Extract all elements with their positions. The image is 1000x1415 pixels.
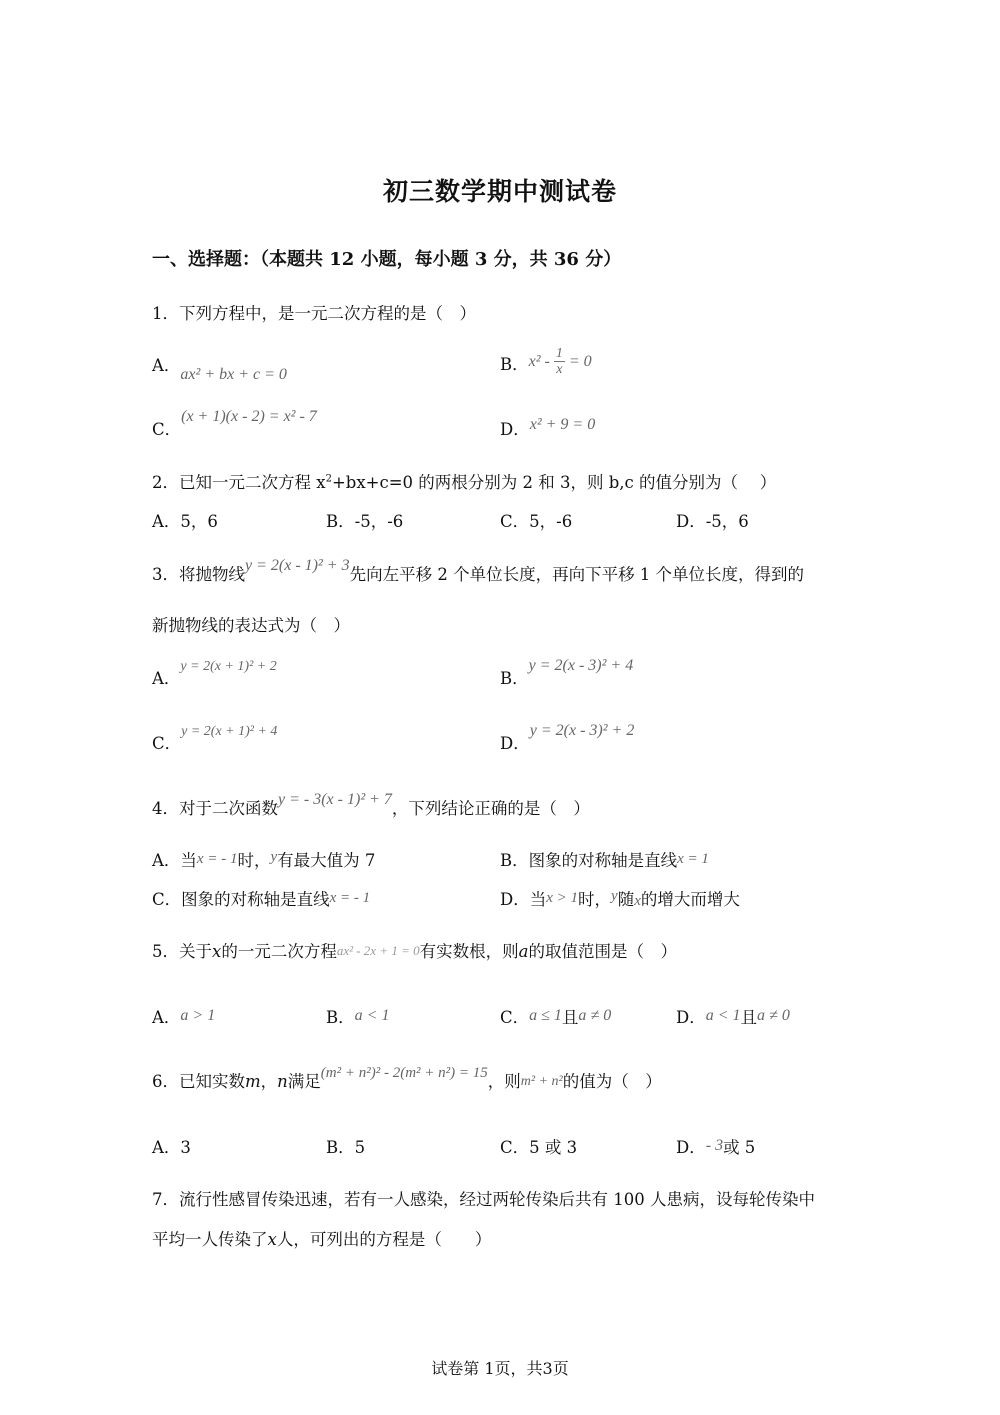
stem-text: 6．已知实数: [152, 1072, 245, 1091]
stem-math: y = - 3(x - 1)² + 7: [278, 791, 392, 808]
stem-text: 的取值范围是（ ）: [528, 942, 677, 961]
stem-text: 5．关于: [152, 942, 212, 961]
question-3-option-b: [500, 657, 634, 689]
option-math: x: [634, 893, 641, 909]
stem-text: ，则: [487, 1072, 521, 1091]
question-3-stem: [152, 557, 805, 585]
option-text: 且: [561, 1008, 579, 1027]
stem-text: 先向左平移 2 个单位长度，再向下平移 1 个单位长度，得到的: [349, 565, 805, 584]
option-math: x² -: [528, 353, 554, 370]
option-label: A．: [152, 1008, 181, 1027]
stem-text: 3．将抛物线: [152, 565, 245, 584]
option-text: C．图象的对称轴是直线: [152, 890, 330, 909]
option-math: y: [270, 849, 278, 865]
question-7-stem-line2: [152, 1226, 491, 1250]
option-math: y = 2(x - 3)² + 2: [529, 722, 635, 739]
option-text: A．当: [152, 851, 197, 870]
option-label: B．: [500, 355, 529, 374]
stem-text: 满足: [287, 1072, 321, 1091]
question-2-option-d: D．-5，6: [676, 512, 749, 531]
option-math: a > 1: [180, 1007, 216, 1024]
question-7-stem: 7．流行性感冒传染迅速，若有一人感染，经过两轮传染后共有 100 人患病，设每轮传染中: [152, 1190, 815, 1209]
question-2-stem: [152, 469, 776, 493]
stem-text: ，: [260, 1072, 278, 1091]
stem-math: ax² - 2x + 1 = 0: [336, 943, 420, 958]
stem-math: m² + n²: [520, 1074, 563, 1089]
question-4-option-a: [152, 847, 375, 871]
question-6-option-c: C．5 或 3: [500, 1138, 578, 1157]
question-2-option-a: A．5，6: [152, 512, 218, 531]
superscript: 2: [325, 473, 332, 485]
option-math: y = 2(x + 1)² + 2: [180, 659, 277, 674]
stem-variable: x: [212, 942, 222, 961]
question-6-option-b: B．5: [326, 1138, 366, 1157]
option-text: 且: [740, 1008, 758, 1027]
question-2-option-c: C．5，-6: [500, 512, 573, 531]
option-math: a < 1: [354, 1007, 390, 1024]
fraction-numerator: 1: [555, 346, 563, 361]
stem-variable: x: [267, 1230, 277, 1249]
question-3-stem-line2: 新抛物线的表达式为（ ）: [152, 616, 350, 635]
option-text: 有最大值为 7: [277, 851, 376, 870]
option-label: B．: [500, 669, 529, 688]
stem-variable: n: [277, 1072, 288, 1091]
stem-text: ，下列结论正确的是（ ）: [391, 799, 590, 818]
fraction-denominator: x: [556, 362, 563, 377]
option-label: C．: [152, 420, 182, 439]
option-label: D．: [676, 1008, 706, 1027]
option-math: a ≠ 0: [757, 1007, 790, 1024]
stem-variable: m: [245, 1072, 261, 1091]
option-label: A．: [152, 356, 181, 375]
question-5-stem: [152, 938, 677, 962]
stem-math: y = 2(x - 1)² + 3: [245, 557, 350, 574]
question-1-option-a: [152, 352, 287, 383]
option-math: ax² + bx + c = 0: [180, 366, 287, 383]
option-label: B．: [326, 1008, 355, 1027]
question-1-option-d: [500, 416, 595, 440]
stem-text: 2．已知一元二次方程 x: [152, 473, 326, 492]
question-6-option-a: A．3: [152, 1138, 191, 1157]
option-math: x² + 9 = 0: [529, 416, 596, 433]
option-math: a < 1: [705, 1007, 741, 1024]
option-label: D．: [500, 734, 530, 753]
option-math: x = - 1: [196, 851, 238, 867]
option-text: 时，: [578, 890, 612, 909]
option-text: 的增大而增大: [640, 890, 740, 909]
option-label: D．: [676, 1138, 706, 1157]
option-math: x = 1: [677, 851, 709, 867]
stem-variable: a: [518, 942, 529, 961]
option-math: x > 1: [546, 890, 579, 906]
option-text: B．图象的对称轴是直线: [500, 851, 678, 870]
question-1-stem: 1．下列方程中，是一元二次方程的是（ ）: [152, 304, 476, 323]
option-math: = 0: [564, 353, 592, 370]
question-1-option-c: [152, 408, 317, 440]
option-math: y: [611, 888, 618, 904]
section-heading: 一、选择题：（本题共 12 小题，每小题 3 分，共 36 分）: [152, 249, 622, 270]
question-5-option-a: [152, 1004, 215, 1028]
question-4-option-c: [152, 886, 370, 910]
option-math: y = 2(x + 1)² + 4: [181, 724, 278, 739]
question-4-option-b: [500, 847, 709, 871]
question-1-option-b: [500, 346, 592, 381]
stem-text: +bx+c=0 的两根分别为 2 和 3，则 b,c 的值分别为（ ）: [331, 473, 777, 492]
option-math: y = 2(x - 3)² + 4: [528, 657, 634, 674]
stem-text: 平均一人传染了: [152, 1230, 268, 1249]
option-text: 随: [617, 890, 635, 909]
option-label: A．: [152, 669, 181, 688]
page-footer: 试卷第 1页，共3页: [431, 1359, 569, 1378]
option-label: C．: [152, 734, 182, 753]
page-title: 初三数学期中测试卷: [382, 177, 617, 206]
question-3-option-d: [500, 722, 635, 754]
option-math: - 3: [705, 1137, 724, 1154]
question-6-stem: [152, 1065, 662, 1092]
option-math: x = - 1: [329, 890, 371, 906]
question-5-option-c: [500, 1004, 611, 1028]
fraction: [554, 346, 565, 377]
question-3-option-a: [152, 659, 277, 689]
stem-text: 有实数根，则: [419, 942, 519, 961]
option-text: 或 5: [723, 1138, 756, 1157]
option-label: C．: [500, 1008, 530, 1027]
option-math: (x + 1)(x - 2) = x² - 7: [181, 408, 317, 425]
stem-math: (m² + n²)² - 2(m² + n²) = 15: [320, 1065, 488, 1081]
stem-text: 的一元二次方程: [221, 942, 337, 961]
question-3-option-c: [152, 724, 278, 754]
question-2-option-b: B．-5，-6: [326, 512, 404, 531]
option-math: a ≠ 0: [578, 1007, 612, 1024]
question-5-option-b: [326, 1004, 389, 1028]
option-text: D．当: [500, 890, 547, 909]
option-label: D．: [500, 420, 530, 439]
question-5-option-d: [676, 1004, 790, 1028]
option-text: 时，: [237, 851, 271, 870]
stem-text: 人，可列出的方程是（ ）: [276, 1230, 492, 1249]
question-4-option-d: [500, 886, 740, 910]
stem-text: 的值为（ ）: [562, 1072, 662, 1091]
question-4-stem: [152, 791, 590, 819]
stem-text: 4．对于二次函数: [152, 799, 278, 818]
question-6-option-d: [676, 1134, 755, 1158]
option-math: a ≤ 1: [529, 1007, 562, 1024]
